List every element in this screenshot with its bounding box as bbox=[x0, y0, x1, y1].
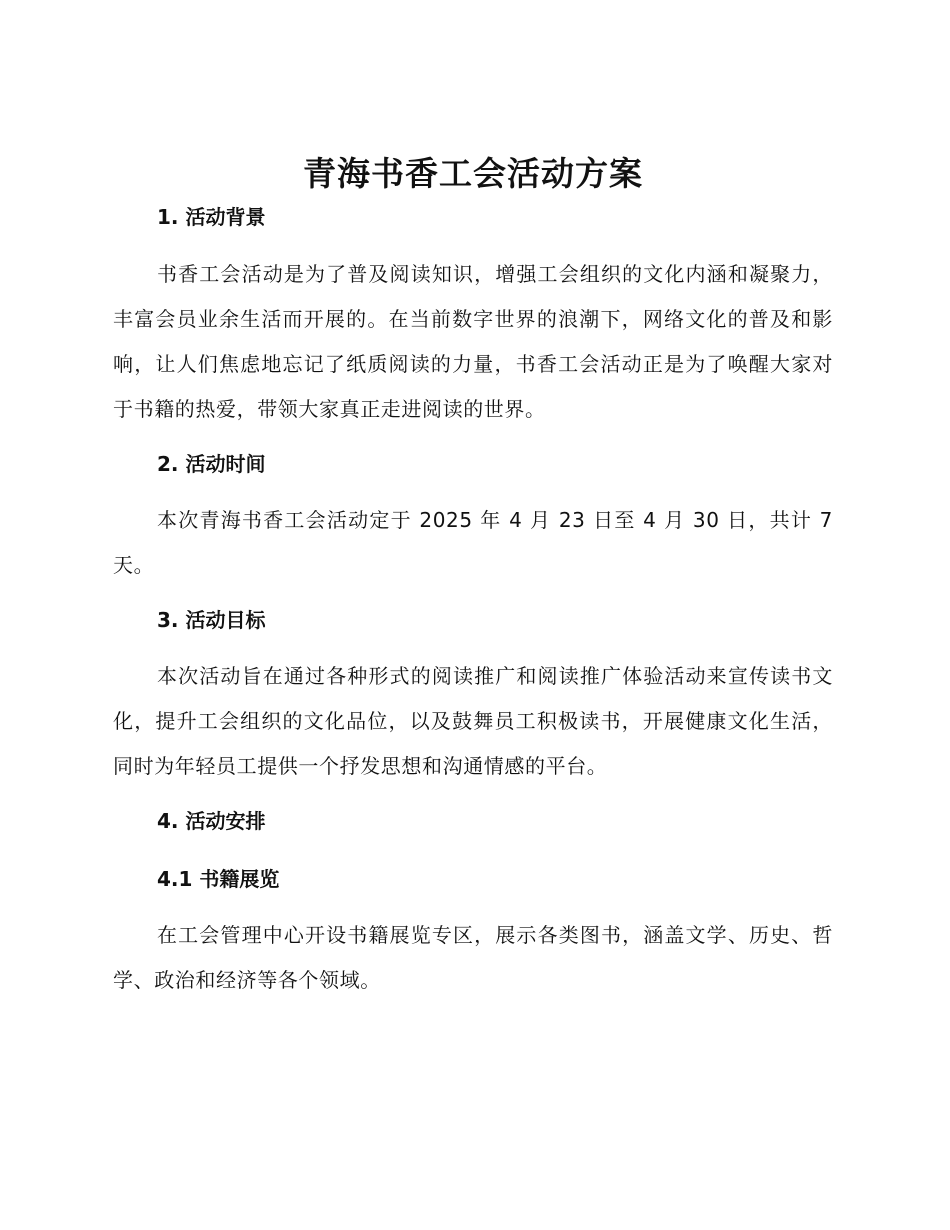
section-heading-goals: 3. 活动目标 bbox=[157, 608, 266, 632]
section-heading-arrangement: 4. 活动安排 bbox=[157, 809, 266, 833]
section-paragraph-time: 本次青海书香工会活动定于 2025 年 4 月 23 日至 4 月 30 日，共计 7 天。 bbox=[113, 508, 833, 577]
subsection-heading-book-exhibition: 4.1 书籍展览 bbox=[157, 867, 280, 891]
section-heading-background: 1. 活动背景 bbox=[157, 205, 266, 229]
section-heading-time: 2. 活动时间 bbox=[157, 452, 266, 476]
section-paragraph-book-exhibition: 在工会管理中心开设书籍展览专区，展示各类图书，涵盖文学、历史、哲学、政治和经济等各个领域。 bbox=[113, 923, 833, 992]
document-title: 青海书香工会活动方案 bbox=[303, 154, 643, 193]
document-body bbox=[113, 148, 833, 1003]
section-paragraph-background: 书香工会活动是为了普及阅读知识，增强工会组织的文化内涵和凝聚力，丰富会员业余生活而开展的。在当前数字世界的浪潮下，网络文化的普及和影响，让人们焦虑地忘记了纸质阅读的力量，书香工会活动正是为了唤醒大家对于书籍的热爱，带领大家真正走进阅读的世界。 bbox=[113, 262, 833, 421]
section-paragraph-goals: 本次活动旨在通过各种形式的阅读推广和阅读推广体验活动来宣传读书文化，提升工会组织的文化品位，以及鼓舞员工积极读书，开展健康文化生活，同时为年轻员工提供一个抒发思想和沟通情感的平台。 bbox=[113, 664, 833, 778]
